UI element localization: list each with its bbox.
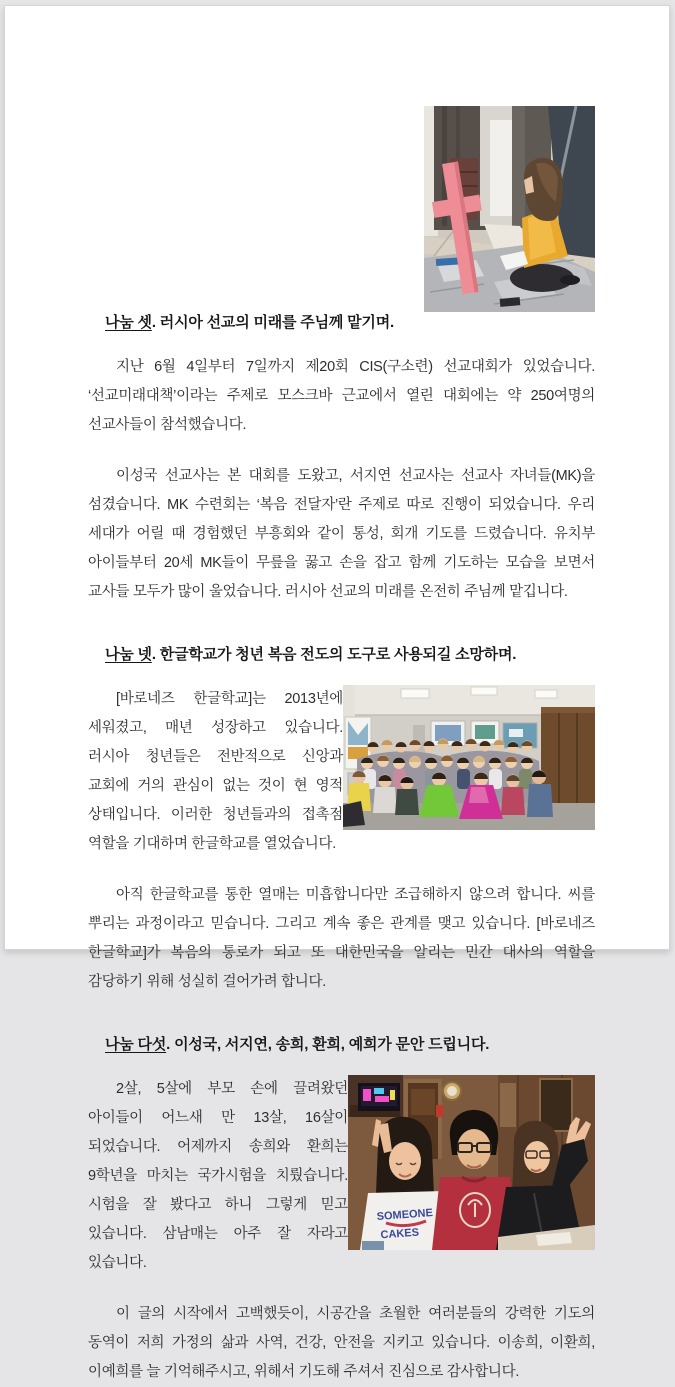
heading-label: 나눔 다섯 — [105, 1036, 167, 1053]
document-page — [4, 5, 670, 1380]
paragraph: 2살, 5살에 부모 손에 끌려왔던 아이들이 어느새 만 13살, 16살이 되었습니다. 어제까지 송희와 환희는 9학년을 마치는 국가시험을 치뤘습니다. 시험을 잘 봤다고 하니 그렇게 믿고 있습니다. 삼남매는 아주 잘 자라고 있습니다. — [88, 1081, 348, 1271]
section-heading — [88, 644, 595, 666]
prayer-kneeling-photo — [424, 106, 595, 312]
paragraph: 이성국 선교사는 본 대회를 도왔고, 서지연 선교사는 선교사 자녀들(MK)을 섬겼습니다. MK 수련회는 ‘복음 전달자’란 주제로 따로 진행이 되었습니다. 우리 세대가 어릴 때 경험했던 부흥회와 같이 통성, 회개 기도를 드렸습니다. 유치부 아이들부터 20세 MK들이 무릎을 꿇고 손을 잡고 함께 기도하는 모습을 보면서 교사들 모두가 많이 울었습니다. 러시아 선교의 미래를 온전히 주님께 맡깁니다. — [88, 468, 595, 600]
section-sharing-five — [88, 1034, 595, 1387]
heading-rest: . 이성국, 서지연, 송희, 환희, 예희가 문안 드립니다. — [166, 1036, 490, 1053]
door-sign — [436, 1105, 443, 1117]
hangul-school-group-photo — [343, 685, 595, 830]
section-sharing-four — [88, 644, 595, 997]
paragraph: 아직 한글학교를 통한 열매는 미흡합니다만 조급해하지 않으려 합니다. 씨를 뿌리는 과정이라고 믿습니다. 그리고 계속 좋은 관계를 맺고 있습니다. [바로네즈 한글학교]가 복음의 통로가 되고 또 대한민국을 알리는 민간 대사의 역할을 감당하기 위해 성실히 걸어가려 합니다. — [88, 887, 595, 990]
wall-carving — [500, 1083, 516, 1127]
heading-rest: . 러시아 선교의 미래를 주님께 맡기며. — [151, 314, 394, 331]
group-photo-art — [343, 685, 595, 830]
heading-label: 나눔 넷 — [105, 646, 152, 663]
section-heading — [88, 312, 595, 334]
prayer-kneeling-photo-art — [424, 106, 595, 312]
paragraph: 지난 6월 4일부터 7일까지 제20회 CIS(구소련) 선교대회가 있었습니다. ‘선교미래대책’이라는 주제로 모스크바 근교에서 열린 대회에는 약 250여명의 선교사들이 참석했습니다. — [88, 359, 595, 433]
tshirt-text-line1: SOMEONE — [376, 1207, 434, 1223]
section-heading — [88, 1034, 595, 1056]
paragraph: [바로네즈 한글학교]는 2013년에 세워졌고, 매년 성장하고 있습니다. 러시아 청년들은 전반적으로 신앙과 교회에 거의 관심이 없는 것이 현 영적 상태입니다. 이러한 청년들과의 접촉점 역할을 기대하며 한글학교를 열었습니다. — [88, 691, 343, 852]
heading-rest: . 한글학교가 청년 복음 전도의 도구로 사용되길 소망하며. — [151, 646, 517, 663]
tv-screen — [358, 1083, 400, 1111]
children-photo-art — [348, 1075, 595, 1250]
heading-label: 나눔 셋 — [105, 314, 152, 331]
section-sharing-three — [88, 106, 595, 607]
paragraph: 이 글의 시작에서 고백했듯이, 시공간을 초월한 여러분들의 강력한 기도의 동역이 저희 가정의 삶과 사역, 건강, 안전을 지키고 있습니다. 이송희, 이환희, 이예희를 늘 기억해주시고, 위해서 기도해 주셔서 진심으로 감사합니다. — [88, 1306, 595, 1380]
tshirt-text-line2: CAKES — [380, 1226, 420, 1242]
blue-shirt-man — [527, 784, 553, 817]
three-children-photo — [348, 1075, 595, 1250]
